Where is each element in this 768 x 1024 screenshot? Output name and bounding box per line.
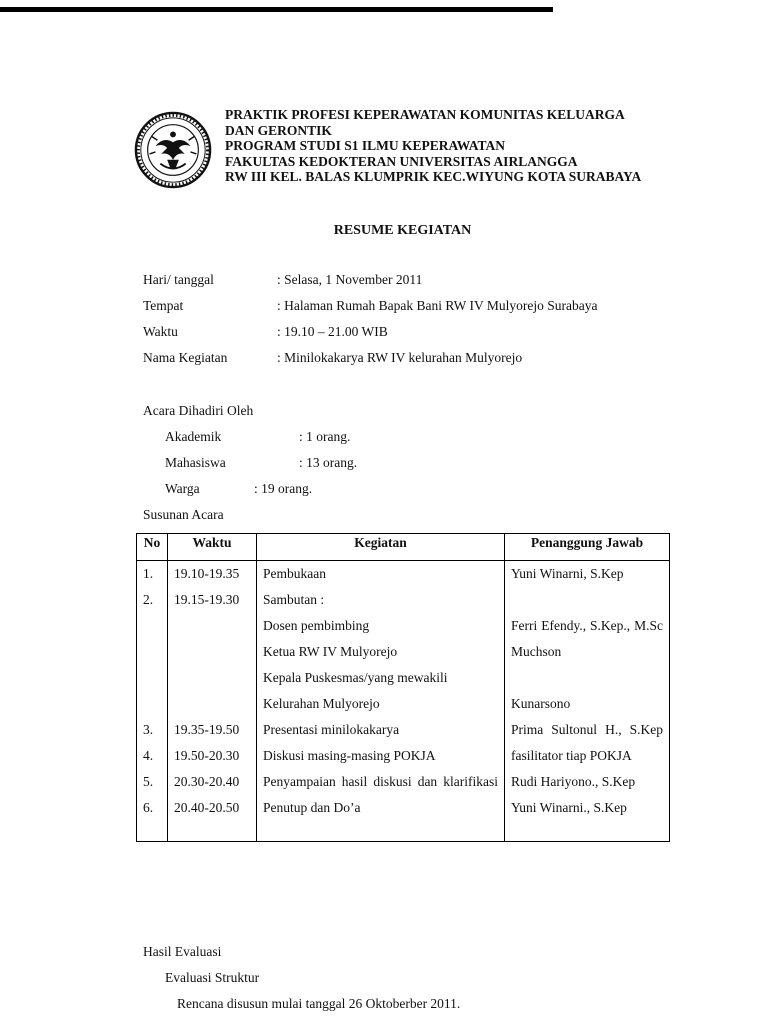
cell-activity: Kelurahan Mulyorejo xyxy=(257,691,505,717)
attendance-row xyxy=(165,481,313,497)
cell-pic: Yuni Winarni., S.Kep xyxy=(505,795,670,842)
cell-no xyxy=(137,613,168,639)
table-row xyxy=(137,691,670,717)
cell-activity: Presentasi minilokakarya xyxy=(257,717,505,743)
attendance-row xyxy=(165,455,358,471)
table-row xyxy=(137,795,670,842)
cell-activity: Penutup dan Do’a xyxy=(257,795,505,842)
cell-pic: Ferri Efendy., S.Kep., M.Sc xyxy=(505,613,670,639)
table-row xyxy=(137,587,670,613)
attendance-value: : 1 orang. xyxy=(299,429,351,444)
column-header-time: Waktu xyxy=(168,534,257,561)
cell-no xyxy=(137,691,168,717)
cell-no: 5. xyxy=(137,769,168,795)
table-row xyxy=(137,717,670,743)
cell-no: 4. xyxy=(137,743,168,769)
cell-activity: Penyampaian hasil diskusi dan klarifikasi xyxy=(257,769,505,795)
cell-activity: Pembukaan xyxy=(257,561,505,588)
institution-header xyxy=(225,107,641,185)
info-value: : Selasa, 1 November 2011 xyxy=(277,272,423,287)
cell-time: 20.30-20.40 xyxy=(168,769,257,795)
attendance-label: Warga xyxy=(165,481,200,496)
cell-time: 19.15-19.30 xyxy=(168,587,257,613)
attendance-label: Akademik xyxy=(165,429,222,444)
evaluation-text: Rencana disusun mulai tanggal 26 Oktoberber 2011. xyxy=(177,996,461,1011)
info-label: Tempat xyxy=(143,298,184,313)
table-row xyxy=(137,665,670,691)
cell-time xyxy=(168,691,257,717)
info-value: : 19.10 – 21.00 WIB xyxy=(277,324,388,339)
table-row xyxy=(137,743,670,769)
header-line: FAKULTAS KEDOKTERAN UNIVERSITAS AIRLANGGA xyxy=(225,153,578,169)
cell-no: 3. xyxy=(137,717,168,743)
attendance-heading: Acara Dihadiri Oleh xyxy=(143,403,254,418)
table-row xyxy=(137,561,670,588)
cell-no xyxy=(137,639,168,665)
cell-pic: Prima Sultonul H., S.Kep xyxy=(505,717,670,743)
cell-no: 2. xyxy=(137,587,168,613)
university-seal-icon xyxy=(134,111,212,189)
cell-no: 1. xyxy=(137,561,168,588)
cell-time: 20.40-20.50 xyxy=(168,795,257,842)
cell-activity: Sambutan : xyxy=(257,587,505,613)
cell-time xyxy=(168,613,257,639)
cell-activity: Ketua RW IV Mulyorejo xyxy=(257,639,505,665)
column-header-activity: Kegiatan xyxy=(257,534,505,561)
evaluation-subheading: Evaluasi Struktur xyxy=(165,970,260,985)
table-header-row xyxy=(137,534,670,561)
cell-pic: Kunarsono xyxy=(505,691,670,717)
header-line: PRAKTIK PROFESI KEPERAWATAN KOMUNITAS KELUARGA xyxy=(225,107,625,122)
document-title: RESUME KEGIATAN xyxy=(333,223,472,238)
attendance-value: : 19 orang. xyxy=(254,481,313,496)
table-row xyxy=(137,613,670,639)
cell-no: 6. xyxy=(137,795,168,842)
attendance-row xyxy=(165,429,351,445)
header-line: PROGRAM STUDI S1 ILMU KEPERAWATAN xyxy=(225,138,506,154)
cell-pic: Rudi Hariyono., S.Kep xyxy=(505,769,670,795)
evaluation-heading: Hasil Evaluasi xyxy=(143,944,222,959)
cell-pic: Yuni Winarni, S.Kep xyxy=(505,561,670,588)
cell-activity: Dosen pembimbing xyxy=(257,613,505,639)
cell-activity: Diskusi masing-masing POKJA xyxy=(257,743,505,769)
cell-activity: Kepala Puskesmas/yang mewakili xyxy=(257,665,505,691)
agenda-heading: Susunan Acara xyxy=(143,507,224,522)
attendance-value: : 13 orang. xyxy=(299,455,358,470)
column-header-pic: Penanggung Jawab xyxy=(505,534,670,561)
cell-time xyxy=(168,665,257,691)
info-label: Hari/ tanggal xyxy=(143,272,214,287)
info-label: Waktu xyxy=(143,324,178,339)
agenda-table xyxy=(136,533,670,842)
cell-pic: fasilitator tiap POKJA xyxy=(505,743,670,769)
cell-pic: Muchson xyxy=(505,639,670,665)
cell-no xyxy=(137,665,168,691)
header-line: RW III KEL. BALAS KLUMPRIK KEC.WIYUNG KOTA SURABAYA xyxy=(225,169,642,185)
cell-time: 19.10-19.35 xyxy=(168,561,257,588)
attendance-label: Mahasiswa xyxy=(165,455,226,470)
info-value: : Minilokakarya RW IV kelurahan Mulyorejo xyxy=(277,350,523,365)
column-header-no: No xyxy=(137,534,168,561)
cell-pic xyxy=(505,665,670,691)
cell-time: 19.35-19.50 xyxy=(168,717,257,743)
info-label: Nama Kegiatan xyxy=(143,350,228,365)
info-value: : Halaman Rumah Bapak Bani RW IV Mulyorejo Surabaya xyxy=(277,298,598,313)
header-line: DAN GERONTIK xyxy=(225,122,332,138)
table-row xyxy=(137,639,670,665)
top-rule xyxy=(0,7,553,12)
cell-pic xyxy=(505,587,670,613)
cell-time xyxy=(168,639,257,665)
table-row xyxy=(137,769,670,795)
cell-time: 19.50-20.30 xyxy=(168,743,257,769)
